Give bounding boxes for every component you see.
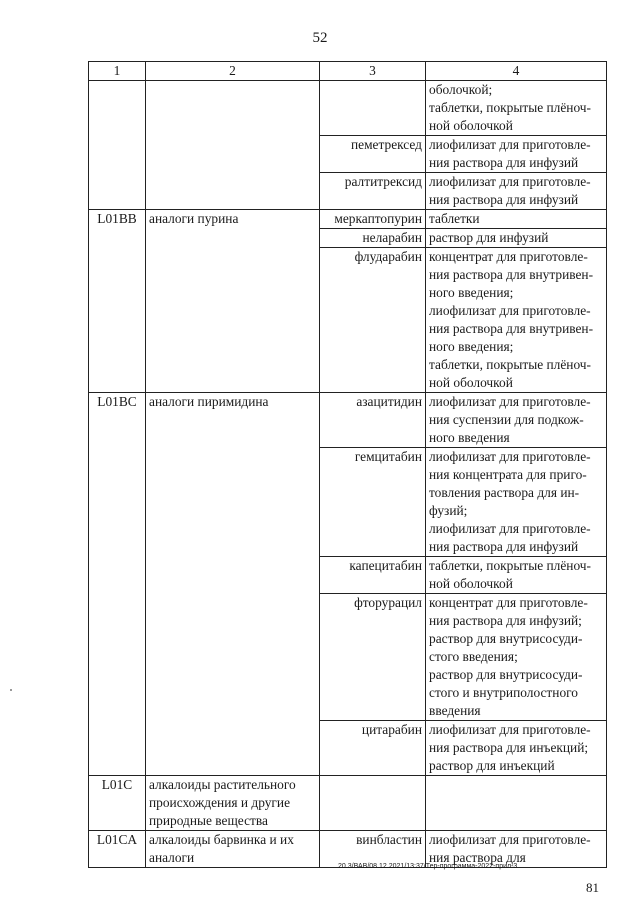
- dosage-form-line: раствор для внутрисосуди-: [429, 631, 583, 646]
- group-name-cell: [146, 831, 320, 868]
- drug-name-cell: гемцитабин: [320, 448, 426, 557]
- dosage-forms-cell: [426, 81, 607, 136]
- dosage-forms-cell: [426, 448, 607, 557]
- dosage-form-line: стого и внутриполостного: [429, 685, 578, 700]
- drug-name-cell: фторурацил: [320, 594, 426, 721]
- atc-code-cell: L01CA: [89, 831, 146, 868]
- dosage-form-line: ния раствора для инфузий: [429, 192, 579, 207]
- dosage-form-line: ной оболочкой: [429, 118, 513, 133]
- dosage-form-line: лиофилизат для приготовле-: [429, 303, 591, 318]
- group-name-line: алкалоиды растительного: [149, 777, 296, 792]
- table-body: [89, 81, 607, 868]
- group-name-cell: [146, 81, 320, 210]
- dosage-form-line: таблетки: [429, 211, 480, 226]
- dosage-forms-cell: [426, 210, 607, 229]
- dosage-forms-cell: [426, 248, 607, 393]
- dosage-form-line: товления раствора для ин-: [429, 485, 580, 500]
- dosage-form-line: ния концентрата для приго-: [429, 467, 587, 482]
- table-row: [89, 210, 607, 229]
- drug-name-cell: флударабин: [320, 248, 426, 393]
- drug-name-cell: капецитабин: [320, 557, 426, 594]
- group-name-line: аналоги пурина: [149, 211, 239, 226]
- dosage-form-line: лиофилизат для приготовле-: [429, 832, 591, 847]
- dosage-form-line: ния раствора для инфузий: [429, 539, 579, 554]
- dosage-form-line: ния раствора для: [429, 850, 526, 865]
- dosage-forms-cell: [426, 136, 607, 173]
- drug-name-cell: ралтитрексид: [320, 173, 426, 210]
- dosage-form-line: лиофилизат для приготовле-: [429, 449, 591, 464]
- dosage-form-line: ния раствора для инфузий;: [429, 613, 582, 628]
- group-name-line: алкалоиды барвинка и их: [149, 832, 294, 847]
- page-number-bottom: 81: [586, 880, 599, 895]
- dosage-form-line: раствор для внутрисосуди-: [429, 667, 583, 682]
- drug-name-cell: меркаптопурин: [320, 210, 426, 229]
- dosage-form-line: ния раствора для внутривен-: [429, 267, 594, 282]
- dosage-form-line: лиофилизат для приготовле-: [429, 137, 591, 152]
- dosage-form-line: ной оболочкой: [429, 375, 513, 390]
- dosage-form-line: лиофилизат для приготовле-: [429, 174, 591, 189]
- group-name-line: аналоги: [149, 850, 195, 865]
- dosage-form-line: фузий;: [429, 503, 468, 518]
- table-row: [89, 393, 607, 448]
- dosage-form-line: ния раствора для инфузий: [429, 155, 579, 170]
- dosage-forms-cell: [426, 721, 607, 776]
- dosage-forms-cell: [426, 557, 607, 594]
- dosage-form-line: раствор для инъекций: [429, 758, 555, 773]
- dosage-form-line: лиофилизат для приготовле-: [429, 722, 591, 737]
- dosage-form-line: таблетки, покрытые плёноч-: [429, 558, 591, 573]
- drug-table: [88, 61, 607, 868]
- dosage-forms-cell: [426, 229, 607, 248]
- drug-name-cell: [320, 81, 426, 136]
- column-header-1: 1: [89, 62, 146, 81]
- group-name-cell: [146, 393, 320, 776]
- table-row: [89, 776, 607, 831]
- dosage-form-line: таблетки, покрытые плёноч-: [429, 100, 591, 115]
- dosage-form-line: оболочкой;: [429, 82, 493, 97]
- atc-code-cell: L01C: [89, 776, 146, 831]
- group-name-line: природные вещества: [149, 813, 268, 828]
- scan-speck: [10, 689, 12, 691]
- dosage-form-line: раствор для инфузий: [429, 230, 549, 245]
- group-name-line: аналоги пиримидина: [149, 394, 269, 409]
- dosage-form-line: ного введения;: [429, 285, 514, 300]
- group-name-cell: [146, 776, 320, 831]
- column-header-3: 3: [320, 62, 426, 81]
- dosage-form-line: лиофилизат для приготовле-: [429, 394, 591, 409]
- dosage-form-line: ной оболочкой: [429, 576, 513, 591]
- footer-document-code: 20.3/ВАВ/08.12.2021/13:37/Тер-программа-2022-прил-3: [338, 863, 518, 870]
- dosage-form-line: ния раствора для инъекций;: [429, 740, 589, 755]
- group-name-line: происхождения и другие: [149, 795, 291, 810]
- drug-name-cell: [320, 776, 426, 831]
- drug-name-cell: неларабин: [320, 229, 426, 248]
- dosage-form-line: лиофилизат для приготовле-: [429, 521, 591, 536]
- table-header-row: [89, 62, 607, 81]
- drug-name-cell: цитарабин: [320, 721, 426, 776]
- group-name-cell: [146, 210, 320, 393]
- atc-code-cell: L01BC: [89, 393, 146, 776]
- column-header-4: 4: [426, 62, 607, 81]
- dosage-form-line: ния раствора для внутривен-: [429, 321, 594, 336]
- dosage-form-line: таблетки, покрытые плёноч-: [429, 357, 591, 372]
- atc-code-cell: L01BB: [89, 210, 146, 393]
- dosage-form-line: ния суспензии для подкож-: [429, 412, 584, 427]
- dosage-form-line: ного введения: [429, 430, 510, 445]
- drug-name-cell: винбластин: [320, 831, 426, 868]
- table-row: [89, 81, 607, 136]
- dosage-form-line: стого введения;: [429, 649, 518, 664]
- dosage-forms-cell: [426, 393, 607, 448]
- table-row: [89, 831, 607, 868]
- page-number-top: 52: [312, 30, 328, 46]
- drug-name-cell: пеметрексед: [320, 136, 426, 173]
- dosage-form-line: ного введения;: [429, 339, 514, 354]
- atc-code-cell: [89, 81, 146, 210]
- dosage-form-line: введения: [429, 703, 481, 718]
- dosage-forms-cell: [426, 831, 607, 868]
- drug-name-cell: азацитидин: [320, 393, 426, 448]
- dosage-forms-cell: [426, 776, 607, 831]
- column-header-2: 2: [146, 62, 320, 81]
- dosage-form-line: концентрат для приготовле-: [429, 595, 588, 610]
- dosage-forms-cell: [426, 173, 607, 210]
- dosage-forms-cell: [426, 594, 607, 721]
- dosage-form-line: концентрат для приготовле-: [429, 249, 588, 264]
